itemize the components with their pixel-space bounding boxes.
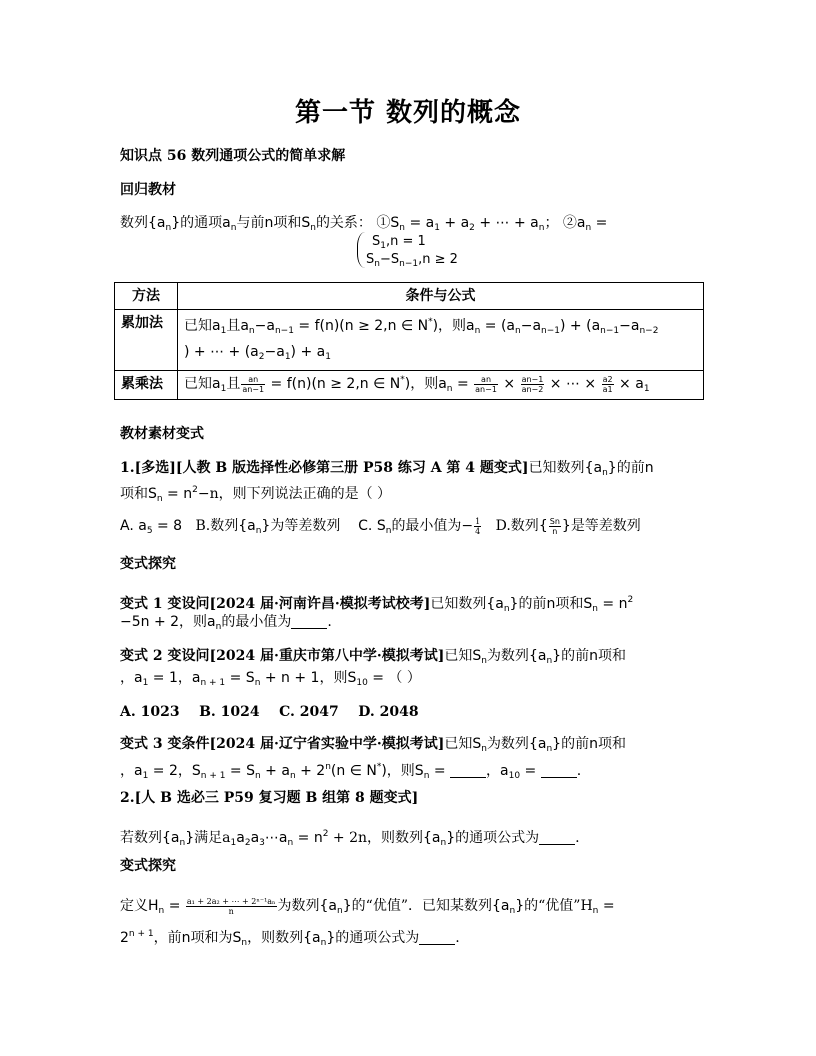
question-1-options (120, 516, 641, 541)
variant-3: 变式 3 变条件[2024 届·辽宁省实验中学·模拟考试]已知$S_n$为数列$\{a_n\}$的前n项和 (120, 736, 626, 754)
answer-blank[interactable] (539, 830, 575, 845)
variant-1: 变式 1 变设问[2024 届·河南许昌·模拟考试校考]已知数列$\{a_n\}$的前n项和$S_n = n^2$ (120, 595, 634, 614)
formula-cell: 已知$a_1$且 $\frac{an}{an-1}$ = f(n)(n ≥ 2,n ∈ N*)，则$a_n$ = $\frac{an}{an-1}$ × $\frac{an-1}{an-2}$ × ⋯ × $\frac{a2}{a1}$ × $a_1$ (178, 371, 704, 400)
method-cell: 累加法 (115, 310, 178, 371)
formula-cell: 已知$a_1$且$a_n-a_{n-1} = f(n)(n \ge 2,n$ ∈ N*)，则$a_n = (a_n-a_{n-1}) + (a_{n-1}-a_{n-2}$ ) + ⋯ + $(a_2-a_1) + a_1$ (178, 310, 704, 371)
table-row (115, 310, 704, 371)
variant-2-line2: ，$a_1 = 1$，$a_{n + 1} = S_n + n + 1$，则$S_{10}$ = （ ） (120, 670, 421, 688)
option-a: A. $a_5 = 8$ (120, 518, 183, 536)
case-one: $S_1,n = 1$ (372, 234, 426, 251)
section-heading-return: 回归教材 (120, 182, 176, 198)
question-2-head: 2.[人 B 选必三 P59 复习题 B 组第 8 题变式] (120, 790, 419, 806)
variant-3-line2: ，$a_1 = 2$，$S_{n + 1} = S_n + a_n + 2^n(n$ ∈ N*)，则$S_n$ = ，$a_{10}$ = . (120, 762, 582, 781)
answer-blank-a10[interactable] (541, 763, 577, 778)
question-2: 若数列$\{a_n\}$满足$a_1a_2a_3\cdots a_n = n^2 + 2n$，则数列$\{a_n\}$的通项公式为 . (120, 829, 580, 848)
page-title: 第一节 数列的概念 (294, 98, 522, 128)
methods-table (114, 282, 704, 400)
answer-blank[interactable] (291, 614, 327, 629)
section-heading-variants: 教材素材变式 (120, 426, 204, 442)
option-d: D.数列{ $\frac{Sn}{n}$ }是等差数列 (495, 516, 641, 536)
table-header-formula: 条件与公式 (178, 283, 704, 310)
table-header-row (115, 283, 704, 310)
variant-2-options: A. 1023 B. 1024 C. 2047 D. 2048 (120, 704, 419, 720)
answer-blank-sn[interactable] (450, 763, 486, 778)
explore-heading-1: 变式探究 (120, 556, 176, 572)
variant-2: 变式 2 变设问[2024 届·重庆市第八中学·模拟考试]已知$S_n$为数列$\{a_n\}$的前n项和 (120, 648, 626, 666)
piecewise-brace (357, 232, 366, 268)
question-3-line2: $2^{n + 1}$，前n项和为$S_n$，则数列$\{a_n\}$的通项公式为 . (120, 929, 460, 948)
question-3: 定义$H_n$ = $\frac{\text{a₁ + 2a₂ + ⋯ + 2ⁿ⁻¹aₙ}}{n}$ 为数列$\{a_n\}$的“优值”．已知某数列$\{a_n\}$的“优值$”H_n$ = (120, 896, 615, 916)
explore-heading-2: 变式探究 (120, 858, 176, 874)
variant-1-line2: −5n + 2，则$a_n$的最小值为 . (120, 614, 332, 632)
knowledge-point-heading: 知识点 56 数列通项公式的简单求解 (120, 148, 346, 164)
question-1-line2: 项和$S_n = n^2-n$，则下列说法正确的是（ ） (120, 485, 392, 504)
table-row (115, 371, 704, 400)
case-two: $S_n-S_{n-1},n \ge 2$ (366, 252, 458, 269)
answer-blank[interactable] (419, 930, 455, 945)
option-b: B.数列$\{a_n\}$为等差数列 (195, 518, 341, 536)
method-cell: 累乘法 (115, 371, 178, 400)
option-c: C. $S_n$的最小值为− $\frac{1}{4}$ (358, 516, 481, 536)
question-1: 1.[多选][人教 B 版选择性必修第三册 P58 练习 A 第 4 题变式]已知数列$\{a_n\}$的前n (120, 460, 654, 478)
table-header-method: 方法 (115, 283, 178, 310)
intro-line: 数列$\{a_n\}$的通项$a_n$与前n项和$S_n$的关系： $①S_n = a_1 + a_2$ + ⋯ + $a_n$； $②a_n$ = (120, 215, 608, 233)
